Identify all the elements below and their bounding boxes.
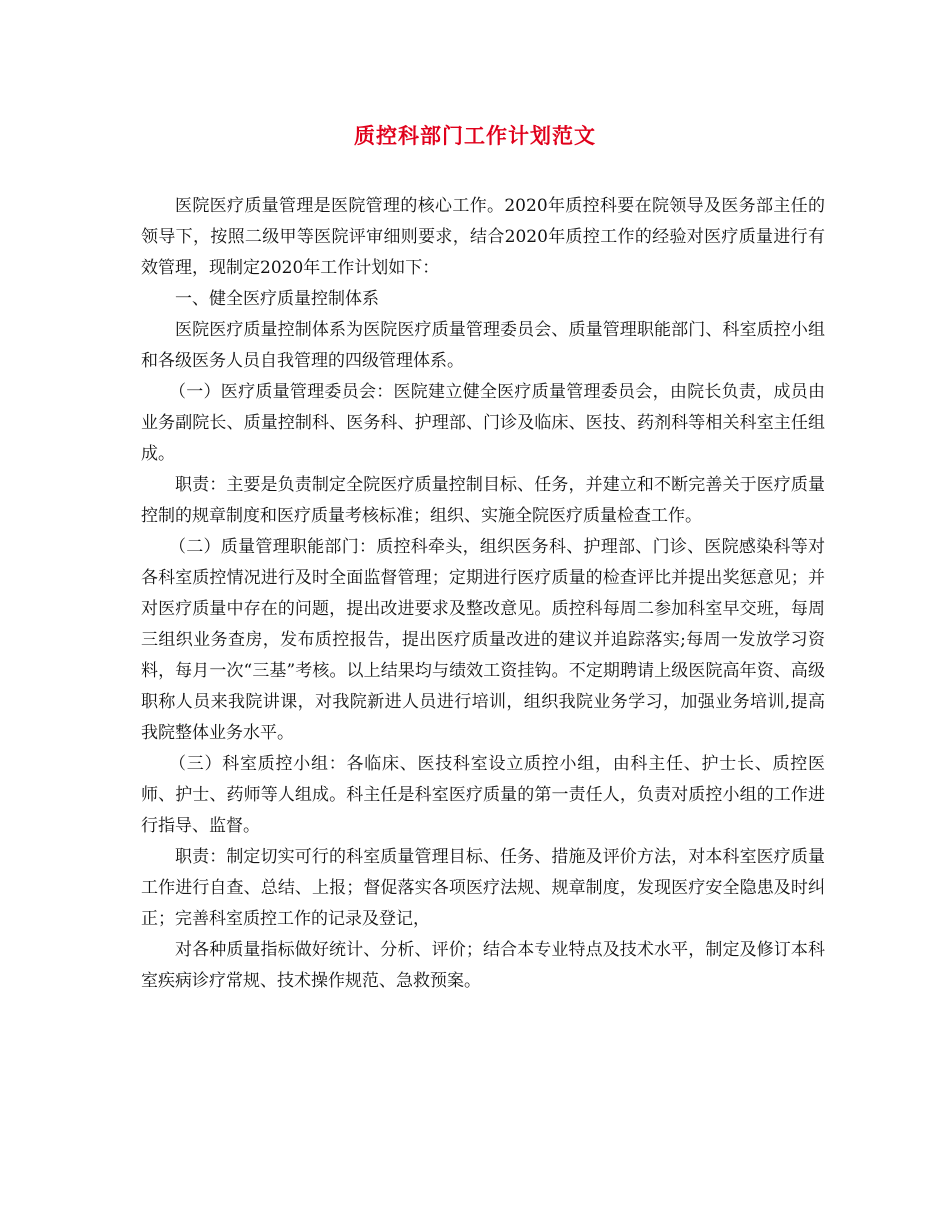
paragraph-committee-duties: 职责：主要是负责制定全院医疗质量控制目标、任务，并建立和不断完善关于医疗质量控制的规章制度和医疗质量考核标准；组织、实施全院医疗质量检查工作。 [141,475,825,526]
paragraph-dept-qc-group: （三）科室质控小组：各临床、医技科室设立质控小组，由科主任、护士长、质控医师、护士、药师等人组成。科主任是科室医疗质量的第一责任人，负责对质控小组的工作进行指导、监督。 [141,754,825,836]
paragraph-committee: （一）医疗质量管理委员会：医院建立健全医疗质量管理委员会，由院长负责，成员由业务副院长、质量控制科、医务科、护理部、门诊及临床、医技、药剂科等相关科室主任组成。 [141,382,825,464]
section-heading-1: 一、健全医疗质量控制体系 [175,289,379,309]
paragraph-intro: 医院医疗质量管理是医院管理的核心工作。2020年质控科要在院领导及医务部主任的领导下，按照二级甲等医院评审细则要求，结合2020年质控工作的经验对医疗质量进行有效管理，现制定2020年工作计划如下： [141,196,825,278]
paragraph-system-overview: 医院医疗质量控制体系为医院医疗质量管理委员会、质量管理职能部门、科室质控小组和各级医务人员自我管理的四级管理体系。 [141,320,825,371]
paragraph-quality-indicators: 对各种质量指标做好统计、分析、评价；结合本专业特点及技术水平，制定及修订本科室疾病诊疗常规、技术操作规范、急救预案。 [141,940,825,991]
document-body [141,191,825,997]
paragraph-qc-group-duties: 职责：制定切实可行的科室质量管理目标、任务、措施及评价方法，对本科室医疗质量工作进行自查、总结、上报；督促落实各项医疗法规、规章制度，发现医疗安全隐患及时纠正；完善科室质控工作的记录及登记， [141,847,825,929]
paragraph-functional-dept: （二）质量管理职能部门：质控科牵头，组织医务科、护理部、门诊、医院感染科等对各科室质控情况进行及时全面监督管理；定期进行医疗质量的检查评比并提出奖惩意见；并对医疗质量中存在的问题，提出改进要求及整改意见。质控科每周二参加科室早交班，每周三组织业务查房，发布质控报告，提出医疗质量改进的建议并追踪落实;每周一发放学习资料，每月一次“三基”考核。以上结果均与绩效工资挂钩。不定期聘请上级医院高年资、高级职称人员来我院讲课，对我院新进人员进行培训，组织我院业务学习，加强业务培训,提高我院整体业务水平。 [141,537,825,743]
document-title: 质控科部门工作计划范文 [354,123,596,148]
